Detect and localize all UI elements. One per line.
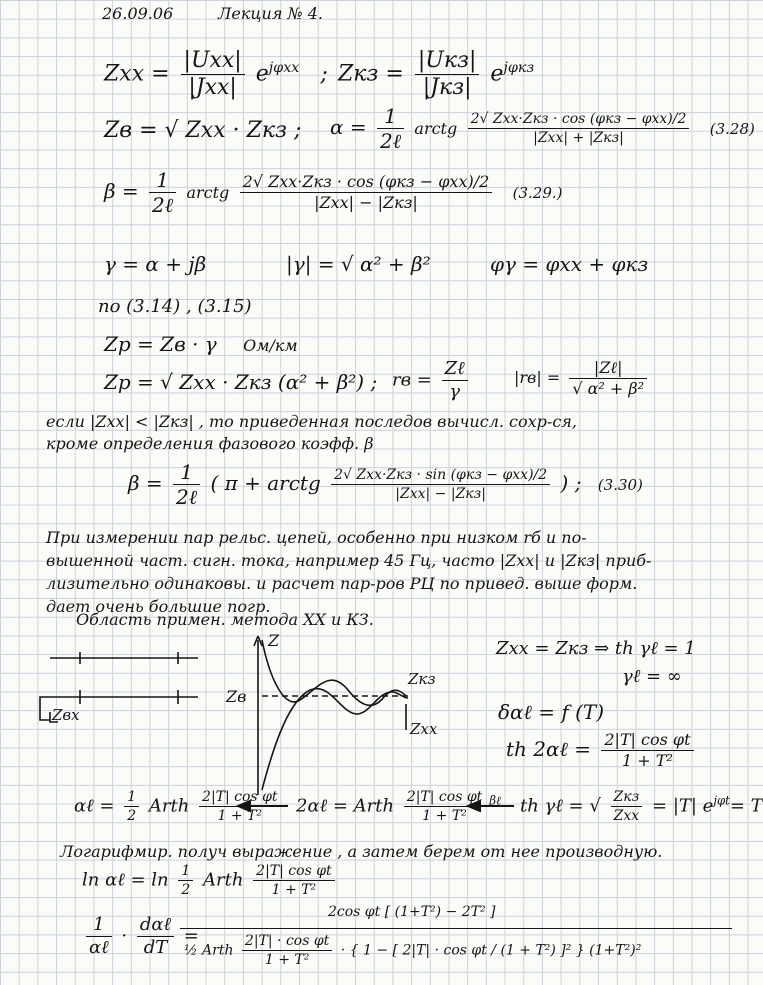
zex-label: Zвх [52,706,80,724]
eq-ln-lhs: ln αℓ = ln [82,869,169,891]
zxx-curve [262,689,408,790]
right-eq-4-frac [601,732,693,769]
eq-beta2 [128,462,643,507]
eq-alpha-coef-den: 2ℓ [379,129,402,153]
input-bracket [40,697,50,720]
eq-beta2-coef-den: 2ℓ [176,485,198,509]
eq-beta-lhs: β = [104,179,139,203]
zxx-label: Zxx [410,720,438,738]
eq-deriv-den-frac-num: 2|T| · cos φt [242,934,332,951]
para-line-2: вышенной част. сигн. тока, например 45 Гц, часто |Zxx| и |Zкз| приб- [46,551,652,570]
chain-a-coef-num: 1 [124,790,139,807]
right-eq-4-lhs: th 2αℓ = [506,737,591,761]
right-eq-1: Zxx = Zкз ⇒ th γℓ = 1 [496,638,696,659]
eq-deriv-lhs [82,916,199,957]
eq-deriv-f1-num: 1 [86,916,112,937]
eq-alpha-den: |Zxx| + |Zкз| [533,130,624,146]
chain-a-coef-den: 2 [127,808,137,824]
eq-deriv-den-frac-den: 1 + T² [264,952,310,968]
right-eq-3: δαℓ = f (T) [498,700,605,724]
eq-deriv-den-frac [242,934,332,967]
ref-line: по (3.14) , (3.15) [98,296,252,317]
eq-zxx-exp-base: e [255,61,269,87]
eq-beta2-frac [331,468,550,501]
eq-zp2: Zр = √ Zxx · Zкз (α² + β²) ; [104,370,378,394]
chain-b [296,790,501,823]
chain-a-num: 2|T| cos φt [199,790,280,807]
eq-abs-rv-den: √ α² + β² [572,379,645,398]
chain-a-frac [199,790,280,823]
eq-zxx-exp: jφxx [268,60,300,77]
section-title: Область примен. метода XX и КЗ. [76,610,374,629]
z-plot [254,636,410,795]
eq-rv-den: γ [449,381,461,402]
para-line-4: дает очень большие погр. [46,597,271,616]
eq-alpha-frac [468,112,690,145]
eq-abs-rv-frac [569,360,647,397]
right-eq-4-num: 2|T| cos φt [601,732,693,751]
chain-a-den: 1 + T² [217,808,263,824]
right-eq-2: γℓ = ∞ [622,666,682,687]
eq-deriv-eq: = [183,925,199,947]
eq-gamma-abs: |γ| = √ α² + β² [286,252,431,276]
chain-b-den: 1 + T² [422,808,467,824]
zv-label: Zв [226,687,247,706]
chain-c-den: Zxx [613,808,640,824]
eq-beta2-close: ) ; [560,471,582,495]
chain-a-lhs: αℓ = [74,795,115,817]
eq-beta2-num: 2√ Zxx·Zкз · sin (φкз − φxx)/2 [331,468,550,485]
eq-ln [82,864,339,897]
eq-ln-num: 2|T| cos φt [253,864,334,881]
eq-rv [392,360,472,401]
log-note: Логарифмир. получ выражение , а затем берем от нее производную. [60,842,663,861]
eq-deriv-num: 2cos φt [ (1+T²) − 2T² ] [328,904,496,920]
eq-zxx-num: |Uxx| [181,50,245,75]
eq-beta2-lhs: β = [128,471,163,495]
chain-a [74,790,285,823]
eq-rv-lhs: rв = [392,369,432,391]
eq-abs-rv-num: |Zℓ| [569,360,647,379]
eq-deriv-f1-den: αℓ [89,937,109,958]
eq-zkz-lhs: Zкз = [338,61,404,87]
eq-beta2-body: ( π + arctg [210,471,321,495]
eq-zxx-den: |Jxx| [188,75,237,100]
eq-deriv-f2-num: dαℓ [137,916,174,937]
eq-zxx-frac [181,50,245,99]
note-line-1: если |Zxx| < |Zкз| , то приведенная последов вычисл. сохр-ся, [46,412,577,431]
eq-beta-coef-num: 1 [149,170,176,193]
eq-zp1-unit: Ом/км [243,336,298,355]
eq-beta-num: 2√ Zxx·Zкз · cos (φкз − φxx)/2 [240,174,493,193]
eq-beta-frac [240,174,493,211]
chain-c-end: = T [729,795,763,817]
eq-deriv-dot: · [121,925,128,947]
eq-zkz-exp: jφкз [503,60,535,77]
eq-rv-num: Zℓ [442,360,468,381]
eq-beta-fn: arctg [186,183,230,202]
eq-alpha-num: 2√ Zxx·Zкз · cos (φкз − φxx)/2 [468,112,690,129]
eq-zp1-text: Zр = Zв · γ [104,332,217,356]
lecture-date: 26.09.06 [102,4,174,23]
eq-beta2-coef [173,462,200,507]
lecture-title: Лекция № 4. [218,4,324,23]
eq-beta [104,170,563,215]
eq-zxx-lhs: Zxx = [104,61,170,87]
eq-alpha-fn: arctg [414,119,458,138]
eq-rv-frac [442,360,468,401]
eq-gamma-phi: φγ = φxx + φкз [490,252,649,276]
z-axis-label: Z [268,631,280,650]
eq-alpha-label: (3.28) [709,120,755,138]
eq-beta-den: |Zxx| − |Zкз| [314,193,418,212]
eq-beta2-coef-num: 1 [173,462,200,485]
eq-deriv-f2-den: dT [143,937,168,958]
chain-b-num: 2|T| cos φt [404,790,485,807]
eq-beta-label: (3.29.) [512,184,563,202]
para-line-1: При измерении пар рельс. цепей, особенно при низком rб и по- [46,528,587,547]
eq-beta-coef [149,170,176,215]
chain-a-coef [124,790,139,823]
eq-deriv-den-b: · { 1 − [ 2|T| · cos φt / (1 + T²) ]² } (1+T²)² [340,942,642,959]
eq-alpha-coef [377,106,404,151]
eq-alpha-lhs: α = [330,115,367,139]
eq-ln-coef [178,864,193,897]
chain-c-num: Zкз [611,790,643,807]
eq-zv: Zв = √ Zxx · Zкз ; [104,118,302,143]
eq-beta2-label: (3.30) [597,476,643,494]
chain-c [520,790,763,823]
chain-c-exp: jφt [713,793,730,808]
chain-b-exp: βℓ [489,793,501,808]
chain-c-frac [611,790,643,823]
chain-b-frac [404,790,485,823]
note-line-2: кроме определения фазового коэфф. β [46,434,374,453]
eq-abs-rv-lhs: |rв| = [514,368,561,387]
chain-c-lhs: th γℓ = √ [520,795,601,817]
para-line-3: лизительно одинаковы. и расчет пар-ров РЦ по привед. выше форм. [46,574,638,593]
chain-a-fn: Arth [148,795,190,817]
zkz-label: Zкз [408,670,436,688]
eq-ln-frac [253,864,334,897]
eq-zkz-den: |Jкз| [422,75,472,100]
eq-ln-fn: Arth [203,869,244,891]
eq-zkz [338,50,534,99]
eq-deriv-den [184,934,641,967]
chain-c-tail: = |T| e [652,795,714,817]
eq-zxx [104,50,328,99]
eq-beta-coef-den: 2ℓ [152,193,174,217]
eq-gamma: γ = α + jβ [104,252,207,276]
eq-zxx-sep: ; [320,61,328,87]
eq-alpha [330,106,755,151]
eq-ln-coef-num: 1 [178,864,193,881]
eq-deriv-den-a: ½ Arth [184,942,234,959]
eq-ln-den: 1 + T² [271,882,317,898]
eq-deriv-bar [180,928,732,929]
eq-alpha-coef-num: 1 [377,106,404,129]
chain-b-lhs: 2αℓ = Arth [296,795,395,817]
eq-deriv-f1 [86,916,112,957]
eq-deriv-f2 [137,916,174,957]
eq-ln-coef-den: 2 [181,882,191,898]
eq-zkz-frac [415,50,480,99]
eq-abs-rv [514,360,651,397]
eq-beta2-den: |Zxx| − |Zкз| [395,486,487,502]
eq-zkz-exp-base: e [490,61,504,87]
right-eq-4 [506,732,698,769]
eq-zp1 [104,334,298,354]
right-eq-4-den: 1 + T² [622,751,673,770]
eq-zkz-num: |Uкз| [415,50,480,75]
